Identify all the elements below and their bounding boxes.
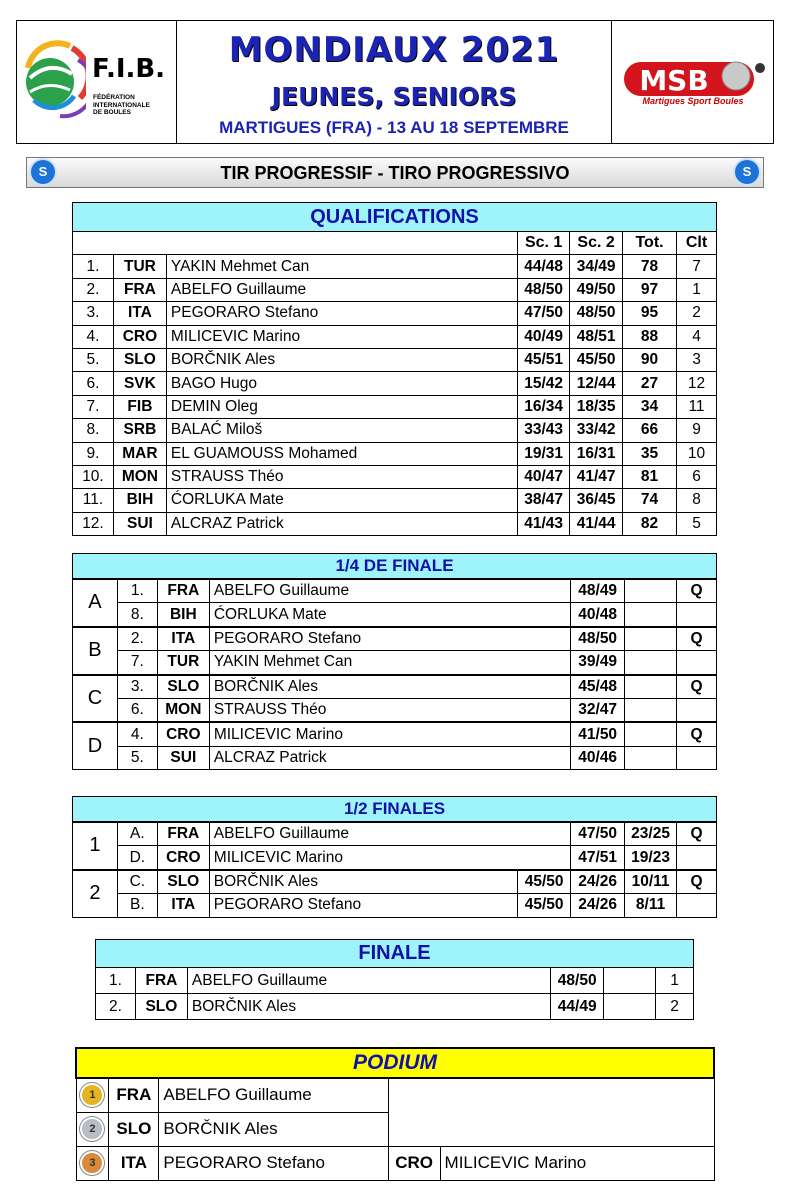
player-name: ABELFO Guillaume [166, 278, 517, 301]
qualified-mark: Q [677, 627, 717, 651]
player-name: BORČNIK Ales [209, 870, 517, 894]
player-name: BORČNIK Ales [187, 994, 550, 1020]
rank-cell: 5. [73, 348, 114, 371]
section-title: 1/2 FINALES [73, 797, 717, 823]
seed-cell: 3. [117, 675, 157, 699]
nation-cell: FRA [113, 278, 166, 301]
nation-cell: CRO [113, 325, 166, 348]
empty-cell [604, 994, 656, 1020]
nation-cell: TUR [157, 651, 209, 675]
score-cell: 24/26 [571, 894, 625, 917]
nation-cell: MON [113, 465, 166, 488]
seed-cell: 2. [117, 627, 157, 651]
rank-cell: 8. [73, 419, 114, 442]
qualified-mark [677, 894, 717, 917]
table-row [73, 395, 717, 418]
column-header: Sc. 1 [518, 232, 570, 255]
score-cell: 41/50 [571, 722, 625, 746]
score-cell: 40/48 [571, 603, 625, 627]
seed-cell: C. [117, 870, 157, 894]
svg-text:MSB: MSB [639, 64, 709, 97]
ranking-cell: 5 [677, 512, 717, 535]
score-cell: 44/49 [551, 994, 604, 1020]
table-row [73, 419, 717, 442]
empty-cell [625, 698, 677, 722]
score-cell: 33/43 [518, 419, 570, 442]
msb-logo-subtitle: Martigues Sport Boules [642, 96, 744, 106]
score-cell: 16/31 [570, 442, 623, 465]
player-name: ALCRAZ Patrick [209, 746, 570, 769]
gold-medal-icon: 1 [76, 1078, 109, 1112]
nation-cell: CRO [157, 722, 209, 746]
score-cell: 38/47 [518, 489, 570, 512]
qualified-mark: Q [677, 722, 717, 746]
group-letter: B [73, 627, 118, 675]
table-row [73, 627, 717, 651]
nation-cell: ITA [157, 894, 209, 917]
score-cell: 18/35 [570, 395, 623, 418]
rank-cell: 12. [73, 512, 114, 535]
table-row [73, 465, 717, 488]
score-cell: 45/50 [518, 894, 571, 917]
final-table [95, 939, 694, 1020]
player-name: MILICEVIC Marino [166, 325, 517, 348]
place-cell: 2 [656, 994, 694, 1020]
place-cell: 1 [656, 968, 694, 994]
score-cell: 23/25 [625, 822, 677, 846]
score-cell: 34/49 [570, 255, 623, 278]
table-row [73, 698, 717, 722]
qualified-mark [677, 746, 717, 769]
empty-cell [625, 651, 677, 675]
seed-cell: B. [117, 894, 157, 917]
section-title: QUALIFICATIONS [73, 203, 717, 232]
fib-logo-icon [20, 40, 86, 122]
qualified-mark: Q [677, 675, 717, 699]
podium-nat: SLO [109, 1112, 159, 1146]
seed-cell: 8. [117, 603, 157, 627]
seed-cell: 5. [117, 746, 157, 769]
nation-cell: ITA [157, 627, 209, 651]
rank-cell: 3. [73, 302, 114, 325]
group-letter: C [73, 675, 118, 723]
qualified-mark [677, 846, 717, 870]
qualified-mark [677, 651, 717, 675]
rank-cell: 11. [73, 489, 114, 512]
nation-cell: CRO [157, 846, 209, 870]
empty-cell [625, 627, 677, 651]
podium-nat: CRO [388, 1146, 440, 1180]
player-name: DEMIN Oleg [166, 395, 517, 418]
total-cell: 95 [623, 302, 677, 325]
nation-cell: MON [157, 698, 209, 722]
ranking-cell: 11 [677, 395, 717, 418]
nation-cell: FIB [113, 395, 166, 418]
table-row [73, 442, 717, 465]
rank-cell: 2. [73, 278, 114, 301]
page-title: MONDIAUX 2021 [228, 30, 560, 70]
nation-cell: FRA [157, 822, 209, 846]
score-cell: 47/51 [571, 846, 625, 870]
podium-name: PEGORARO Stefano [159, 1146, 388, 1180]
header-divider [611, 20, 612, 144]
total-cell: 27 [623, 372, 677, 395]
rank-cell: 10. [73, 465, 114, 488]
player-name: ĆORLUKA Mate [209, 603, 570, 627]
player-name: ABELFO Guillaume [209, 822, 570, 846]
group-letter: A [73, 579, 118, 627]
score-cell: 44/48 [518, 255, 570, 278]
seed-cell: 4. [117, 722, 157, 746]
qualified-mark: Q [677, 870, 717, 894]
nation-cell: SLO [157, 870, 209, 894]
qualifications-table [72, 202, 717, 536]
rank-cell: 6. [73, 372, 114, 395]
seed-cell: 7. [117, 651, 157, 675]
score-cell: 41/43 [518, 512, 570, 535]
score-cell: 47/50 [518, 302, 570, 325]
score-cell: 24/26 [571, 870, 625, 894]
semi-finals-table [72, 796, 717, 918]
rank-cell: 9. [73, 442, 114, 465]
score-cell: 49/50 [570, 278, 623, 301]
score-cell: 19/31 [518, 442, 570, 465]
table-row [73, 651, 717, 675]
seed-cell: 1. [117, 579, 157, 603]
empty-cell [625, 722, 677, 746]
ranking-cell: 10 [677, 442, 717, 465]
qualified-mark [677, 698, 717, 722]
score-cell: 48/51 [570, 325, 623, 348]
table-row [73, 822, 717, 846]
empty-cell [625, 675, 677, 699]
fib-logo-subtitle: FÉDÉRATION INTERNATIONALE DE BOULES [93, 94, 150, 116]
qualified-mark [677, 603, 717, 627]
score-cell: 45/50 [570, 348, 623, 371]
score-cell: 10/11 [625, 870, 677, 894]
ranking-cell: 9 [677, 419, 717, 442]
ranking-cell: 3 [677, 348, 717, 371]
score-cell: 48/50 [551, 968, 604, 994]
nation-cell: SRB [113, 419, 166, 442]
ranking-cell: 6 [677, 465, 717, 488]
table-row [73, 325, 717, 348]
event-banner: TIR PROGRESSIF - TIRO PROGRESSIVO [26, 157, 764, 188]
total-cell: 97 [623, 278, 677, 301]
nation-cell: TUR [113, 255, 166, 278]
nation-cell: SUI [157, 746, 209, 769]
bronze-medal-icon: 3 [76, 1146, 109, 1180]
ranking-cell: 4 [677, 325, 717, 348]
score-cell: 47/50 [571, 822, 625, 846]
table-row [73, 894, 717, 917]
empty-cell [625, 579, 677, 603]
player-name: MILICEVIC Marino [209, 722, 570, 746]
ranking-cell: 12 [677, 372, 717, 395]
total-cell: 90 [623, 348, 677, 371]
table-row [73, 348, 717, 371]
player-name: BALAĆ Miloš [166, 419, 517, 442]
rank-cell: 1. [73, 255, 114, 278]
podium-name: MILICEVIC Marino [440, 1146, 714, 1180]
table-row [73, 255, 717, 278]
nation-cell: MAR [113, 442, 166, 465]
table-row [96, 968, 694, 994]
score-cell: 33/42 [570, 419, 623, 442]
category-badge: S [31, 160, 55, 184]
section-title: PODIUM [76, 1048, 714, 1078]
player-name: YAKIN Mehmet Can [166, 255, 517, 278]
page-subtitle: JEUNES, SENIORS [271, 82, 517, 111]
score-cell: 45/48 [571, 675, 625, 699]
table-row [73, 302, 717, 325]
total-cell: 81 [623, 465, 677, 488]
qualified-mark: Q [677, 822, 717, 846]
ranking-cell: 7 [677, 255, 717, 278]
podium-nat: ITA [109, 1146, 159, 1180]
table-row [73, 722, 717, 746]
score-cell: 16/34 [518, 395, 570, 418]
category-badge: S [735, 160, 759, 184]
score-cell: 19/23 [625, 846, 677, 870]
score-cell: 48/50 [571, 627, 625, 651]
rank-cell: 2. [96, 994, 136, 1020]
section-title: FINALE [96, 940, 694, 968]
table-row [73, 603, 717, 627]
ranking-cell: 1 [677, 278, 717, 301]
podium-table [75, 1047, 715, 1181]
event-location-dates: MARTIGUES (FRA) - 13 AU 18 SEPTEMBRE [219, 118, 569, 137]
score-cell: 40/46 [571, 746, 625, 769]
total-cell: 34 [623, 395, 677, 418]
seed-cell: D. [117, 846, 157, 870]
score-cell: 32/47 [571, 698, 625, 722]
score-cell: 41/44 [570, 512, 623, 535]
nation-cell: SLO [157, 675, 209, 699]
nation-cell: ITA [113, 302, 166, 325]
rank-cell: 7. [73, 395, 114, 418]
score-cell: 48/49 [571, 579, 625, 603]
silver-medal-icon: 2 [76, 1112, 109, 1146]
empty-cell [604, 968, 656, 994]
ranking-cell: 2 [677, 302, 717, 325]
score-cell: 45/50 [518, 870, 571, 894]
total-cell: 82 [623, 512, 677, 535]
player-name: YAKIN Mehmet Can [209, 651, 570, 675]
player-name: ĆORLUKA Mate [166, 489, 517, 512]
table-row [73, 746, 717, 769]
table-row [73, 675, 717, 699]
player-name: ALCRAZ Patrick [166, 512, 517, 535]
player-name: PEGORARO Stefano [166, 302, 517, 325]
fib-logo-text: F.I.B. [92, 54, 166, 84]
player-name: STRAUSS Théo [209, 698, 570, 722]
total-cell: 88 [623, 325, 677, 348]
nation-cell: SLO [135, 994, 187, 1020]
rank-cell: 1. [96, 968, 136, 994]
player-name: BORČNIK Ales [209, 675, 570, 699]
player-name: MILICEVIC Marino [209, 846, 570, 870]
player-name: ABELFO Guillaume [187, 968, 550, 994]
player-name: BORČNIK Ales [166, 348, 517, 371]
table-row [73, 870, 717, 894]
table-row [73, 512, 717, 535]
nation-cell: SVK [113, 372, 166, 395]
score-cell: 40/47 [518, 465, 570, 488]
score-cell: 36/45 [570, 489, 623, 512]
score-cell: 15/42 [518, 372, 570, 395]
score-cell: 48/50 [570, 302, 623, 325]
podium-name: ABELFO Guillaume [159, 1078, 388, 1112]
score-cell: 40/49 [518, 325, 570, 348]
group-number: 2 [73, 870, 118, 917]
player-name: STRAUSS Théo [166, 465, 517, 488]
score-cell: 45/51 [518, 348, 570, 371]
empty-cell [625, 746, 677, 769]
seed-cell: 6. [117, 698, 157, 722]
player-name: ABELFO Guillaume [209, 579, 570, 603]
nation-cell: SUI [113, 512, 166, 535]
seed-cell: A. [117, 822, 157, 846]
column-header: Clt [677, 232, 717, 255]
column-header: Tot. [623, 232, 677, 255]
table-row [96, 994, 694, 1020]
podium-nat: FRA [109, 1078, 159, 1112]
section-title: 1/4 DE FINALE [73, 554, 717, 580]
score-cell: 48/50 [518, 278, 570, 301]
player-name: EL GUAMOUSS Mohamed [166, 442, 517, 465]
quarter-finals-table [72, 553, 717, 770]
table-row [73, 489, 717, 512]
group-letter: D [73, 722, 118, 769]
ranking-cell: 8 [677, 489, 717, 512]
score-cell: 41/47 [570, 465, 623, 488]
nation-cell: BIH [113, 489, 166, 512]
total-cell: 66 [623, 419, 677, 442]
nation-cell: SLO [113, 348, 166, 371]
score-cell: 12/44 [570, 372, 623, 395]
group-number: 1 [73, 822, 118, 870]
podium-name: BORČNIK Ales [159, 1112, 388, 1146]
column-header: Sc. 2 [570, 232, 623, 255]
total-cell: 35 [623, 442, 677, 465]
total-cell: 74 [623, 489, 677, 512]
player-name: PEGORARO Stefano [209, 894, 517, 917]
nation-cell: FRA [157, 579, 209, 603]
table-row [73, 846, 717, 870]
rank-cell: 4. [73, 325, 114, 348]
qualified-mark: Q [677, 579, 717, 603]
table-row [73, 278, 717, 301]
player-name: BAGO Hugo [166, 372, 517, 395]
total-cell: 78 [623, 255, 677, 278]
nation-cell: FRA [135, 968, 187, 994]
player-name: PEGORARO Stefano [209, 627, 570, 651]
empty-cell [625, 603, 677, 627]
nation-cell: BIH [157, 603, 209, 627]
score-cell: 39/49 [571, 651, 625, 675]
table-row [73, 579, 717, 603]
score-cell: 8/11 [625, 894, 677, 917]
table-row [73, 372, 717, 395]
